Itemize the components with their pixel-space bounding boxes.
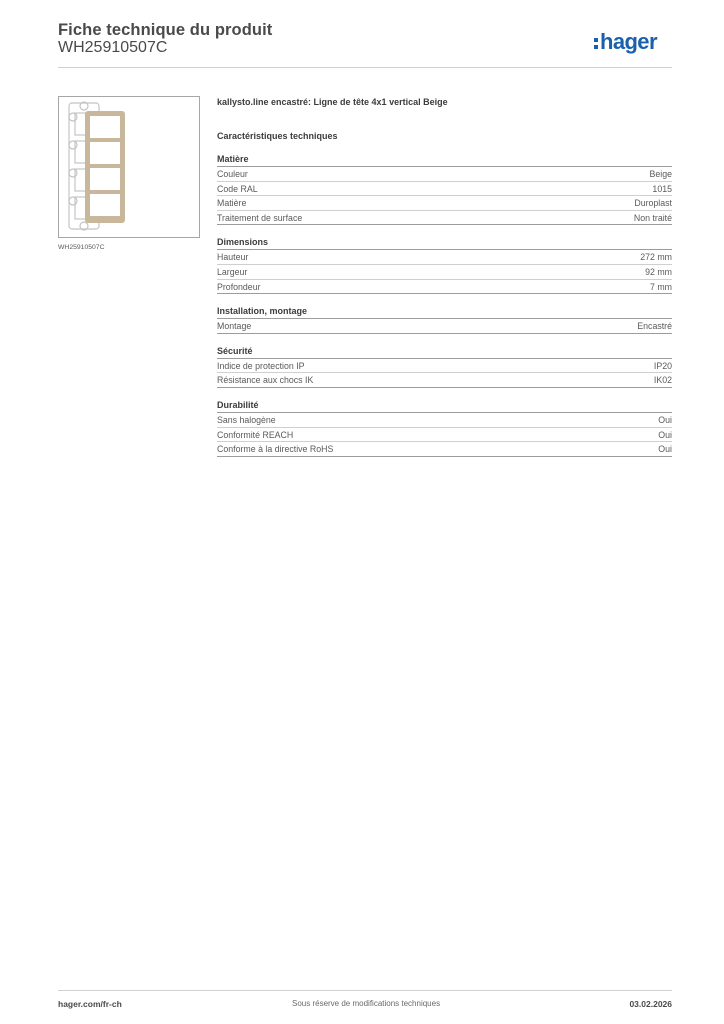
spec-row bbox=[217, 182, 672, 197]
spec-value: Beige bbox=[649, 169, 672, 179]
spec-value: Non traité bbox=[633, 212, 672, 223]
spec-value: 272 mm bbox=[640, 252, 672, 263]
product-title: kallysto.line encastré: Ligne de tête 4x1 vertical Beige bbox=[217, 97, 448, 107]
product-frame-illustration bbox=[59, 97, 199, 237]
spec-value: 92 mm bbox=[645, 266, 672, 277]
product-image bbox=[58, 96, 200, 238]
spec-value: Duroplast bbox=[634, 198, 672, 209]
spec-row bbox=[217, 250, 672, 265]
spec-label: Hauteur bbox=[217, 252, 249, 263]
spec-label: Matière bbox=[217, 198, 247, 209]
page-title: Fiche technique du produit bbox=[58, 21, 273, 39]
spec-value: IK02 bbox=[653, 375, 672, 386]
spec-group bbox=[217, 399, 672, 457]
spec-row bbox=[217, 196, 672, 211]
spec-label: Montage bbox=[217, 321, 252, 332]
spec-value: Oui bbox=[658, 414, 672, 425]
spec-group bbox=[217, 345, 672, 388]
spec-row bbox=[217, 442, 672, 457]
spec-value: Oui bbox=[658, 429, 672, 440]
spec-label: Traitement de surface bbox=[217, 212, 303, 223]
spec-value: 1015 bbox=[652, 183, 672, 194]
spec-group bbox=[217, 236, 672, 294]
spec-group-title: Durabilité bbox=[217, 399, 672, 413]
spec-row bbox=[217, 167, 672, 182]
spec-group bbox=[217, 305, 672, 334]
spec-content bbox=[217, 95, 672, 457]
spec-group-title: Sécurité bbox=[217, 345, 672, 359]
section-heading: Caractéristiques techniques bbox=[217, 131, 338, 141]
spec-value: Encastré bbox=[637, 321, 672, 332]
spec-row bbox=[217, 265, 672, 280]
spec-group-title: Matière bbox=[217, 153, 672, 167]
footer-divider bbox=[58, 990, 672, 991]
spec-label: Indice de protection IP bbox=[217, 360, 305, 371]
spec-groups bbox=[217, 153, 672, 457]
spec-group-title: Installation, montage bbox=[217, 305, 672, 319]
spec-row bbox=[217, 280, 672, 295]
hager-logo bbox=[592, 26, 674, 60]
spec-label: Profondeur bbox=[217, 281, 261, 292]
spec-row bbox=[217, 373, 672, 388]
spec-value: Oui bbox=[658, 444, 672, 455]
spec-label: Largeur bbox=[217, 266, 248, 277]
footer-date: 03.02.2026 bbox=[629, 999, 672, 1009]
spec-group-title: Dimensions bbox=[217, 236, 672, 250]
product-code: WH25910507C bbox=[58, 39, 168, 56]
spec-label: Conforme à la directive RoHS bbox=[217, 444, 334, 455]
spec-row bbox=[217, 211, 672, 226]
spec-row bbox=[217, 428, 672, 443]
spec-row bbox=[217, 359, 672, 374]
svg-text:hager: hager bbox=[600, 29, 657, 54]
spec-value: IP20 bbox=[653, 360, 672, 371]
spec-row bbox=[217, 413, 672, 428]
footer-website-link[interactable]: hager.com/fr-ch bbox=[58, 999, 122, 1009]
spec-label: Sans halogène bbox=[217, 414, 276, 425]
spec-group bbox=[217, 153, 672, 225]
footer-notice: Sous réserve de modifications techniques bbox=[292, 999, 441, 1008]
spec-label: Conformité REACH bbox=[217, 429, 294, 440]
image-caption: WH25910507C bbox=[58, 244, 105, 251]
spec-row bbox=[217, 319, 672, 334]
spec-label: Couleur bbox=[217, 169, 248, 179]
header-divider bbox=[58, 67, 672, 68]
spec-value: 7 mm bbox=[650, 281, 672, 292]
spec-label: Résistance aux chocs IK bbox=[217, 375, 314, 386]
spec-label: Code RAL bbox=[217, 183, 258, 194]
